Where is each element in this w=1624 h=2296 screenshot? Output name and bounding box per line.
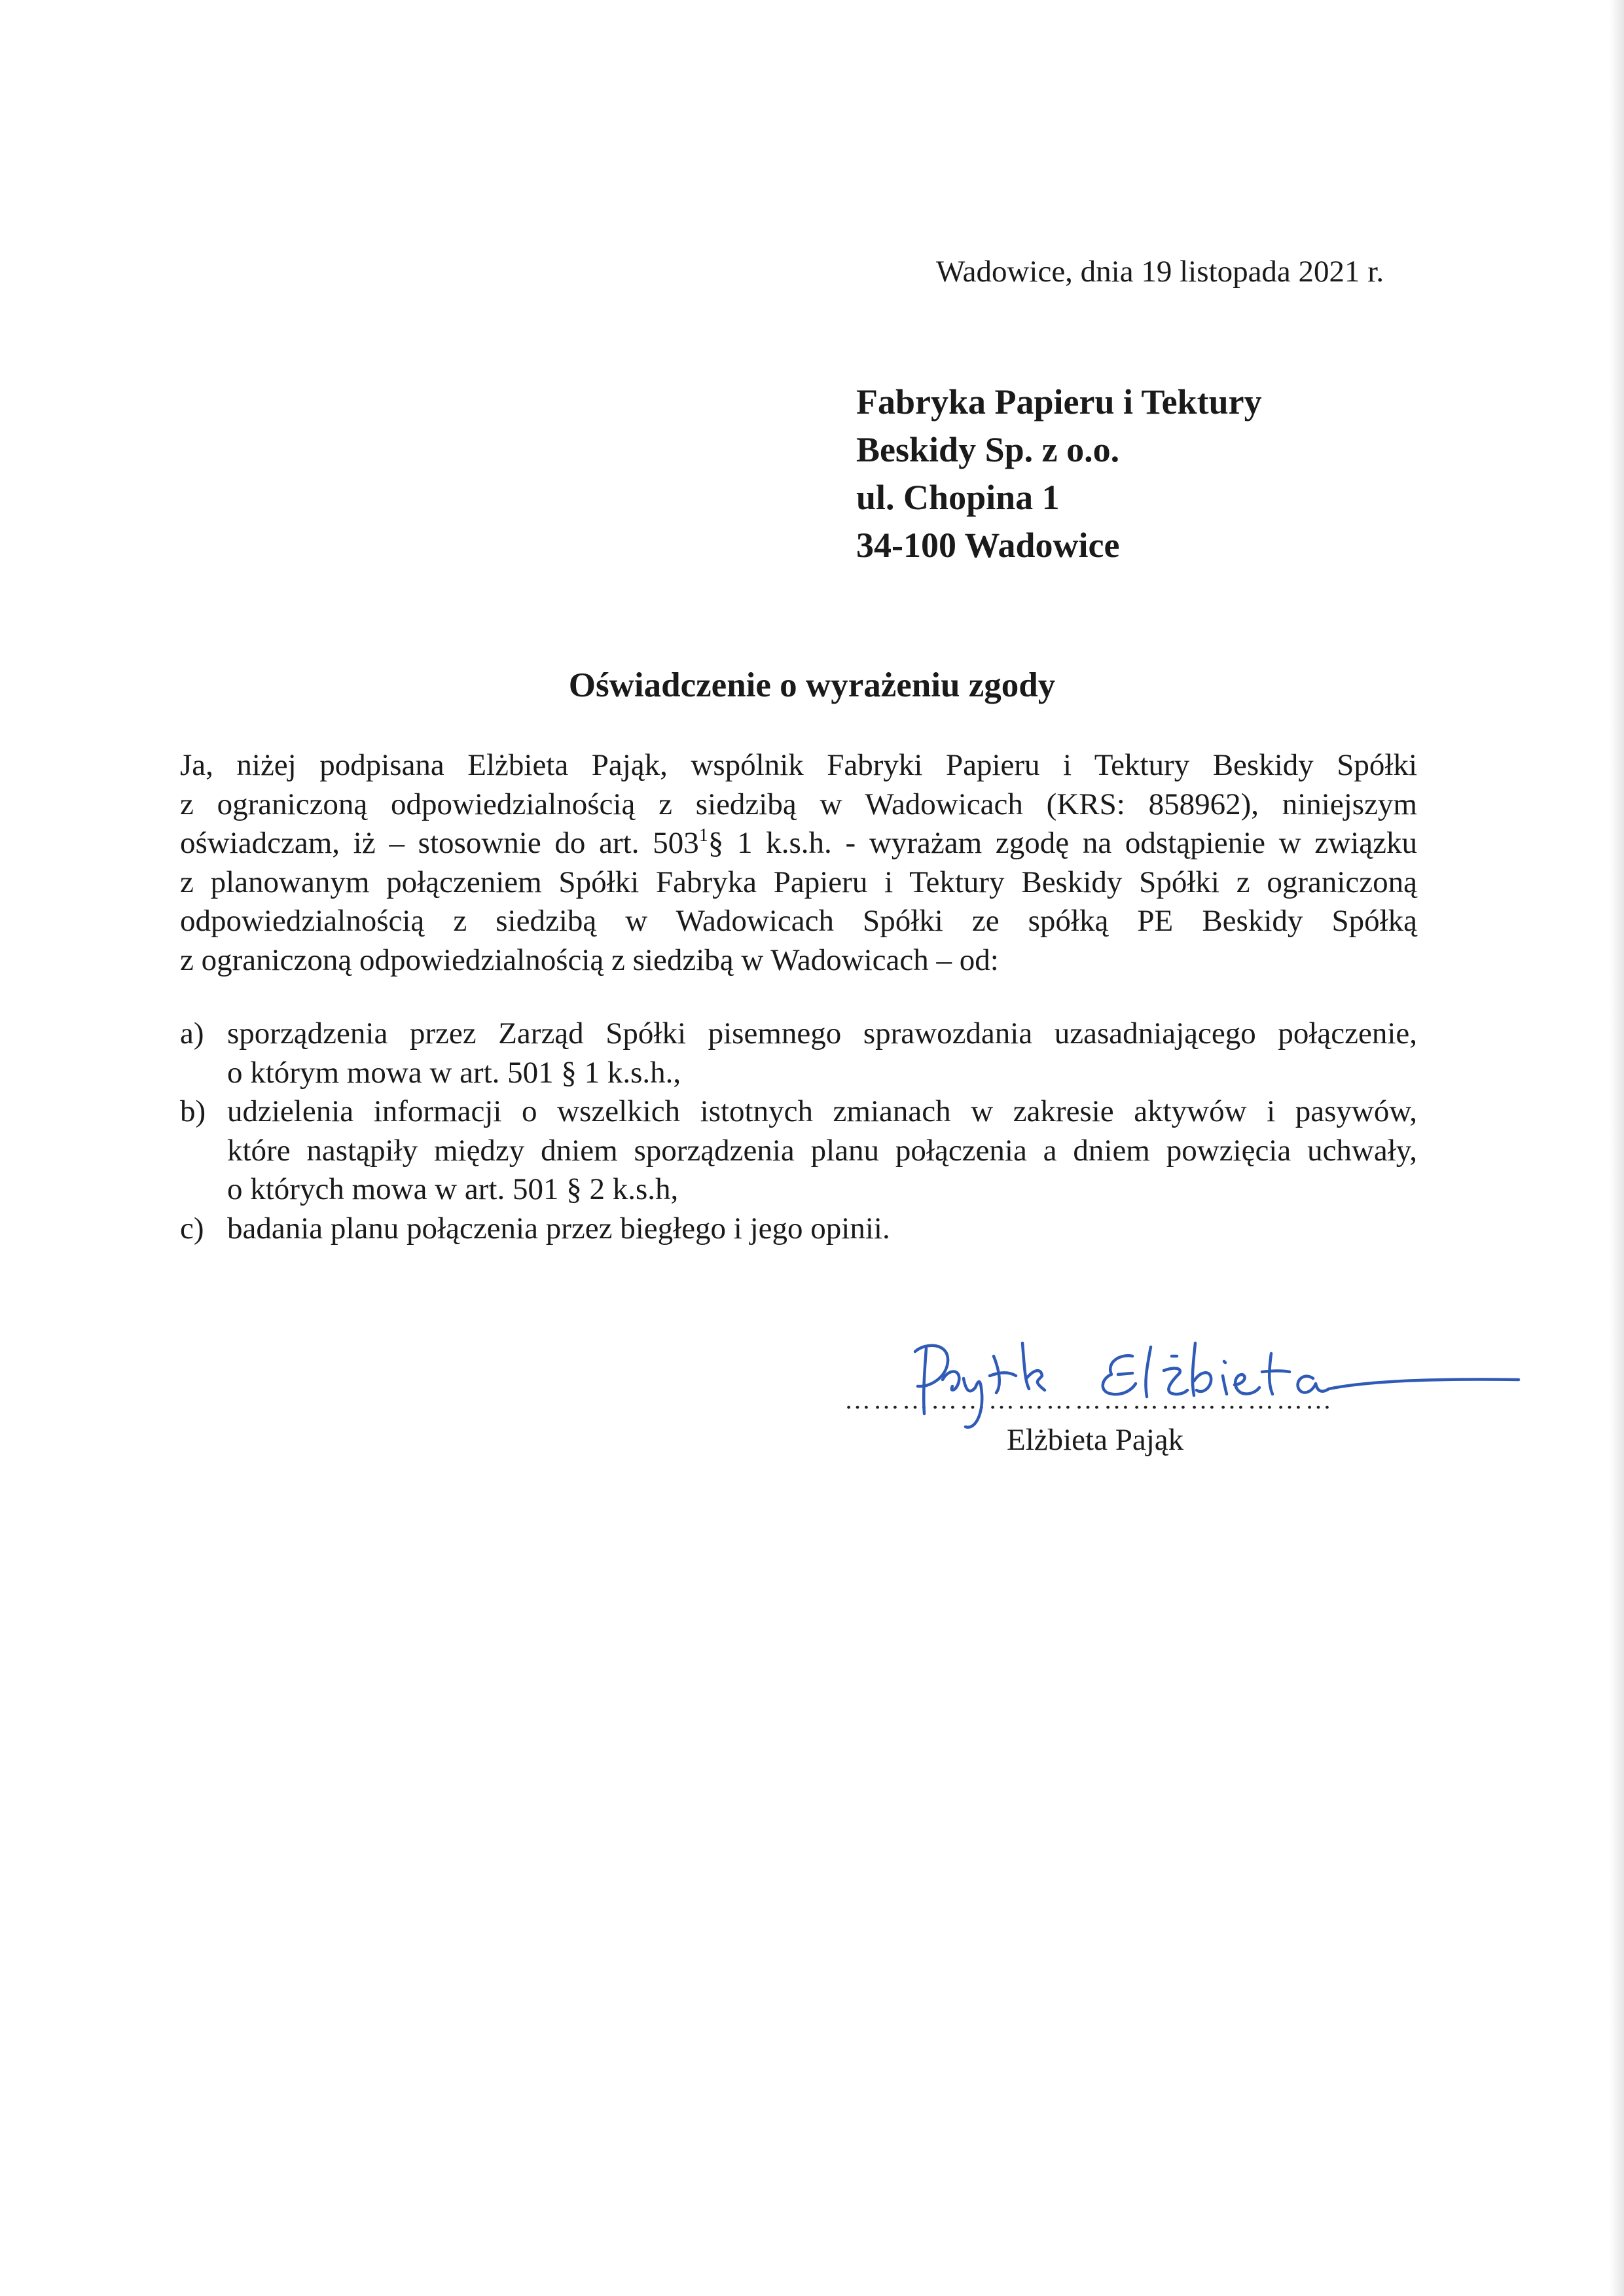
list-item bbox=[180, 1210, 1417, 1249]
recipient-line-3: ul. Chopina 1 bbox=[856, 478, 1060, 517]
signature-stroke bbox=[1298, 1376, 1519, 1393]
recipient-line-4: 34-100 Wadowice bbox=[856, 526, 1120, 565]
exemption-list bbox=[180, 1014, 1417, 1248]
signature-stroke bbox=[1164, 1356, 1187, 1394]
recipient-line-2: Beskidy Sp. z o.o. bbox=[856, 430, 1120, 469]
body-line: Ja, niżej podpisana Elżbieta Pająk, wspólnik Fabryki Papieru i Tektury Beskidy Spółki bbox=[180, 748, 1417, 782]
body-line: z planowanym połączeniem Spółki Fabryka Papieru i Tektury Beskidy Spółki z ograniczoną bbox=[180, 865, 1417, 899]
signature-dotted-line: …………………………………………… bbox=[844, 1385, 1334, 1414]
body-line: odpowiedzialnością z siedzibą w Wadowicach Spółki ze spółką PE Beskidy Spółką bbox=[180, 904, 1417, 938]
list-marker: b) bbox=[180, 1094, 206, 1128]
list-line: które nastąpiły między dniem sporządzenia planu połączenia a dniem powzięcia uchwały, bbox=[227, 1133, 1417, 1168]
document-title: Oświadczenie o wyrażeniu zgody bbox=[568, 666, 1056, 704]
list-item bbox=[180, 1092, 1417, 1210]
place-date: Wadowice, dnia 19 listopada 2021 r. bbox=[936, 255, 1384, 289]
signature-block bbox=[844, 1316, 1532, 1486]
list-line: sporządzenia przez Zarząd Spółki pisemnego sprawozdania uzasadniającego połączenie, bbox=[227, 1016, 1417, 1050]
signature-stroke bbox=[943, 1371, 959, 1390]
signature-stroke bbox=[1262, 1354, 1290, 1394]
list-item bbox=[180, 1014, 1417, 1092]
handwritten-signature bbox=[844, 1316, 1532, 1466]
signature-stroke bbox=[924, 1348, 926, 1414]
signer-name: Elżbieta Pająk bbox=[1007, 1423, 1184, 1457]
list-line: o którym mowa w art. 501 § 1 k.s.h., bbox=[227, 1055, 681, 1090]
signature-stroke bbox=[1118, 1373, 1132, 1374]
list-marker: c) bbox=[180, 1211, 204, 1246]
body-line: z ograniczoną odpowiedzialnością z siedzibą w Wadowicach (KRS: 858962), niniejszym bbox=[180, 787, 1417, 821]
body-line: z ograniczoną odpowiedzialnością z siedzibą w Wadowicach – od: bbox=[180, 942, 999, 977]
body-line-part: § 1 k.s.h. - wyrażam zgodę na odstąpienie w związku bbox=[708, 826, 1417, 860]
signature-stroke bbox=[1022, 1343, 1045, 1390]
signature-stroke bbox=[990, 1356, 1016, 1393]
list-line: udzielenia informacji o wszelkich istotnych zmianach w zakresie aktywów i pasywów, bbox=[227, 1094, 1417, 1128]
list-marker: a) bbox=[180, 1016, 204, 1050]
scan-edge bbox=[1610, 0, 1624, 2296]
list-line: badania planu połączenia przez biegłego i jego opinii. bbox=[227, 1211, 890, 1246]
statement-body bbox=[180, 746, 1417, 980]
recipient-address bbox=[856, 378, 1262, 569]
body-line-part: oświadczam, iż – stosownie do art. 503 bbox=[180, 826, 699, 860]
list-line: o których mowa w art. 501 § 2 k.s.h, bbox=[227, 1172, 679, 1206]
signature-stroke bbox=[1235, 1374, 1259, 1394]
signature-stroke bbox=[1146, 1347, 1151, 1397]
recipient-line-1: Fabryka Papieru i Tektury bbox=[856, 382, 1262, 422]
body-line bbox=[180, 824, 1417, 863]
signature-stroke bbox=[964, 1378, 982, 1427]
signature-stroke bbox=[1193, 1343, 1211, 1395]
signature-stroke bbox=[1223, 1361, 1227, 1394]
superscript-one: 1 bbox=[698, 825, 708, 846]
